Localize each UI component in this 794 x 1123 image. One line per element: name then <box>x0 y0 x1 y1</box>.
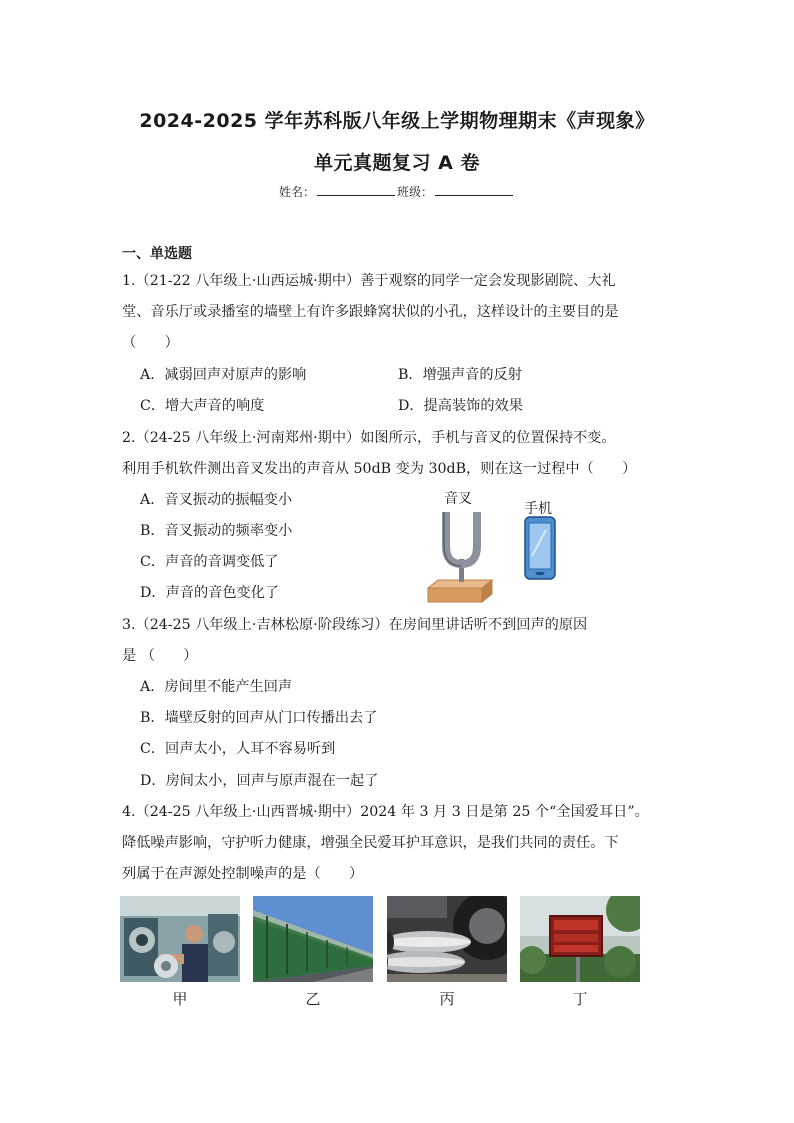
q1-option-d[interactable]: D．提高装饰的效果 <box>398 398 523 414</box>
caption-ding: 丁 <box>572 990 588 1008</box>
q2-option-b[interactable]: B．音叉振动的频率变小 <box>140 523 293 539</box>
q4-line: 4.（24-25 八年级上·山西晋城·期中）2024 年 3 月 3 日是第 25 个“全国爱耳日”。 <box>122 804 649 820</box>
q3-option-b[interactable]: B．墙壁反射的回声从门口传播出去了 <box>140 710 378 726</box>
phone-label: 手机 <box>524 501 552 517</box>
student-info-row <box>0 183 794 200</box>
q2-figure <box>420 484 580 606</box>
name-label: 姓名： <box>278 185 315 199</box>
q1-line: （ ） <box>122 335 179 351</box>
q1-option-a[interactable]: A．减弱回声对原声的影响 <box>140 367 307 383</box>
q3-option-c[interactable]: C．回声太小，人耳不容易听到 <box>140 741 336 757</box>
q3-option-d[interactable]: D．房间太小，回声与原声混在一起了 <box>140 773 379 789</box>
tuning-fork-label: 音叉 <box>444 491 472 507</box>
q3-line: 3.（24-25 八年级上·吉林松原·阶段练习）在房间里讲话听不到回声的原因 <box>122 617 588 633</box>
page-subtitle: 单元真题复习 A 卷 <box>314 152 480 174</box>
q3-line: 是 （ ） <box>122 648 198 664</box>
q2-option-c[interactable]: C．声音的音调变低了 <box>140 554 279 570</box>
q2-option-d[interactable]: D．声音的音色变化了 <box>140 585 280 601</box>
q2-line: 利用手机软件测出音叉发出的声音从 50dB 变为 30dB，则在这一过程中（ ） <box>122 461 637 477</box>
photo-sound-barrier <box>253 896 373 982</box>
q1-line: 1.（21-22 八年级上·山西运城·期中）善于观察的同学一定会发现影剧院、大礼 <box>122 273 616 289</box>
caption-yi: 乙 <box>305 990 321 1008</box>
q2-option-a[interactable]: A．音叉振动的振幅变小 <box>140 492 293 508</box>
caption-bing: 丙 <box>439 990 455 1008</box>
q4-line: 降低噪声影响，守护听力健康，增强全民爱耳护耳意识，是我们共同的责任。下 <box>122 835 619 851</box>
phone-icon <box>524 516 558 586</box>
page-title: 2024-2025 学年苏科版八年级上学期物理期末《声现象》 <box>139 110 655 132</box>
class-blank[interactable] <box>435 184 513 196</box>
q1-option-c[interactable]: C．增大声音的响度 <box>140 398 265 414</box>
q2-line: 2.（24-25 八年级上·河南郑州·期中）如图所示，手机与音叉的位置保持不变。 <box>122 430 616 446</box>
name-blank[interactable] <box>317 184 395 196</box>
q1-option-b[interactable]: B．增强声音的反射 <box>398 367 522 383</box>
q4-line: 列属于在声源处控制噪声的是（ ） <box>122 866 364 882</box>
q1-line: 堂、音乐厅或录播室的墙壁上有许多跟蜂窝状似的小孔，这样设计的主要目的是 <box>122 304 619 320</box>
photo-factory-worker <box>120 896 240 982</box>
photo-motorcycle-muffler <box>387 896 507 982</box>
photo-noise-monitor <box>520 896 640 982</box>
section-title: 一、单选题 <box>122 246 192 262</box>
class-label: 班级： <box>397 185 434 199</box>
q3-option-a[interactable]: A．房间里不能产生回声 <box>140 679 293 695</box>
caption-jia: 甲 <box>172 990 188 1008</box>
